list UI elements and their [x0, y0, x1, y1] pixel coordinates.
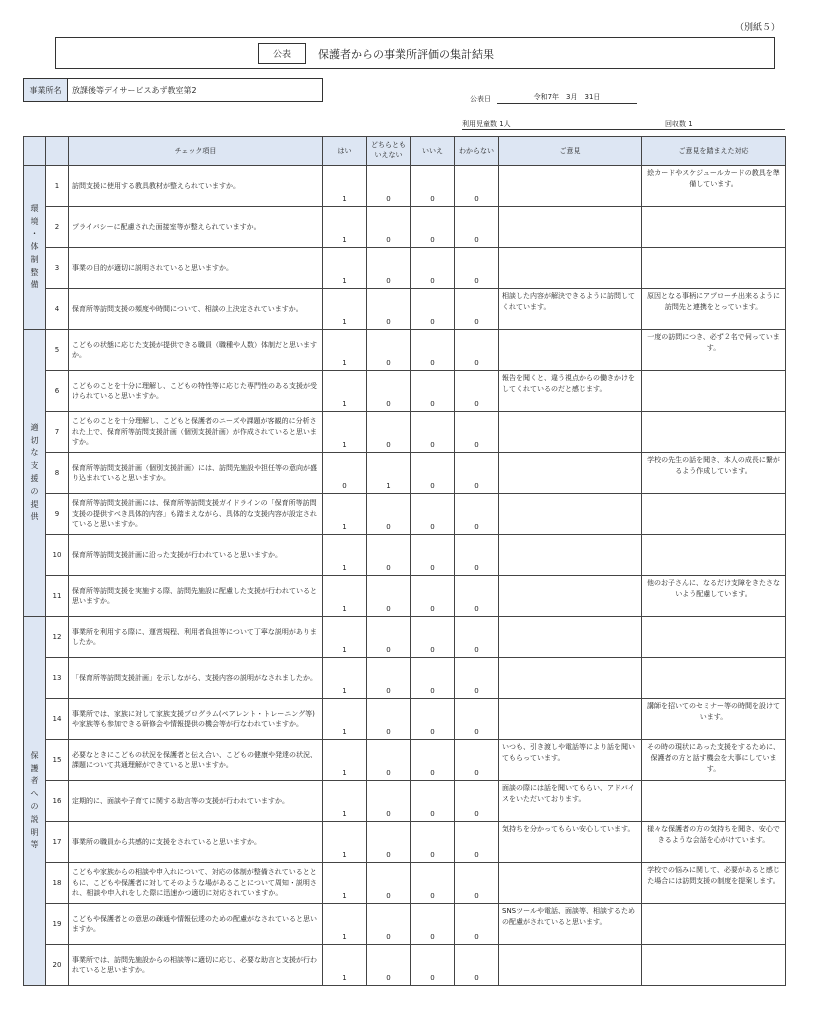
item-number: 16 — [46, 781, 69, 822]
count-neither: 0 — [367, 494, 411, 535]
response-text — [642, 658, 786, 699]
count-unknown: 0 — [455, 576, 499, 617]
item-number: 14 — [46, 699, 69, 740]
item-number: 17 — [46, 822, 69, 863]
response-text — [642, 412, 786, 453]
count-yes: 1 — [323, 330, 367, 371]
count-unknown: 0 — [455, 945, 499, 986]
table-row — [24, 166, 786, 207]
response-text: その時の現状にあった支援をするために、保護者の方と話す機会を大事にしています。 — [642, 740, 786, 781]
item-number: 7 — [46, 412, 69, 453]
count-yes: 1 — [323, 248, 367, 289]
item-number: 10 — [46, 535, 69, 576]
table-header-row — [24, 137, 786, 166]
check-item: 訪問支援に使用する教具教材が整えられていますか。 — [69, 166, 323, 207]
response-text: 絵カードやスケジュールカードの教具を準備しています。 — [642, 166, 786, 207]
count-yes: 1 — [323, 781, 367, 822]
publish-date-value: 令和7年 3月 31日 — [497, 92, 637, 104]
count-no: 0 — [411, 371, 455, 412]
count-no: 0 — [411, 822, 455, 863]
count-neither: 0 — [367, 699, 411, 740]
count-unknown: 0 — [455, 740, 499, 781]
count-unknown: 0 — [455, 658, 499, 699]
header-number — [46, 137, 69, 166]
opinion-text — [499, 576, 642, 617]
item-number: 6 — [46, 371, 69, 412]
count-yes: 1 — [323, 412, 367, 453]
count-neither: 0 — [367, 166, 411, 207]
check-item: 保育所等訪問支援を実施する際、訪問先施設に配慮した支援が行われていると思いますか。 — [69, 576, 323, 617]
response-text: 学校の先生の話を聞き、本人の成長に繋がるよう作成しています。 — [642, 453, 786, 494]
response-text — [642, 371, 786, 412]
response-text — [642, 248, 786, 289]
check-item: 「保育所等訪問支援計画」を示しながら、支援内容の説明がなされましたか。 — [69, 658, 323, 699]
item-number: 13 — [46, 658, 69, 699]
count-no: 0 — [411, 412, 455, 453]
count-yes: 1 — [323, 576, 367, 617]
response-text — [642, 617, 786, 658]
table-row — [24, 781, 786, 822]
table-row — [24, 945, 786, 986]
count-yes: 1 — [323, 904, 367, 945]
count-neither: 0 — [367, 658, 411, 699]
header-neither: どちらとも いえない — [367, 137, 411, 166]
count-unknown: 0 — [455, 207, 499, 248]
table-row — [24, 576, 786, 617]
check-item: 定期的に、面談や子育てに関する助言等の支援が行われていますか。 — [69, 781, 323, 822]
count-yes: 1 — [323, 289, 367, 330]
count-yes: 1 — [323, 740, 367, 781]
table-row — [24, 289, 786, 330]
item-number: 18 — [46, 863, 69, 904]
count-unknown: 0 — [455, 166, 499, 207]
table-row — [24, 412, 786, 453]
table-row — [24, 658, 786, 699]
count-yes: 1 — [323, 617, 367, 658]
office-name: 放課後等デイサービスあず教室第2 — [72, 85, 197, 95]
annex-label: （別紙５） — [734, 23, 780, 33]
count-unknown: 0 — [455, 535, 499, 576]
count-no: 0 — [411, 658, 455, 699]
opinion-text — [499, 330, 642, 371]
publish-badge: 公表 — [258, 43, 306, 64]
category-label: 環 境 ・ 体 制 整 備 — [24, 166, 46, 330]
count-no: 0 — [411, 494, 455, 535]
count-unknown: 0 — [455, 617, 499, 658]
item-number: 9 — [46, 494, 69, 535]
header-yes: はい — [323, 137, 367, 166]
count-neither: 0 — [367, 248, 411, 289]
count-no: 0 — [411, 863, 455, 904]
check-item: 事業所では、家族に対して家族支援プログラム(ペアレント・トレーニング等)や家族等も参加できる研修会や情報提供の機会等が行なわれていますか。 — [69, 699, 323, 740]
check-item: 事業所の職員から共感的に支援をされていると思いますか。 — [69, 822, 323, 863]
count-yes: 1 — [323, 207, 367, 248]
item-number: 19 — [46, 904, 69, 945]
count-neither: 0 — [367, 289, 411, 330]
count-no: 0 — [411, 617, 455, 658]
count-unknown: 0 — [455, 494, 499, 535]
response-text: 学校での悩みに関して、必要があると感じた場合には訪問支援の制度を提案します。 — [642, 863, 786, 904]
table-row — [24, 822, 786, 863]
check-item: こどもの状態に応じた支援が提供できる職員（職種や人数）体制だと思いますか。 — [69, 330, 323, 371]
item-number: 2 — [46, 207, 69, 248]
count-neither: 0 — [367, 576, 411, 617]
count-neither: 0 — [367, 945, 411, 986]
count-neither: 0 — [367, 330, 411, 371]
check-item: 必要なときにこどもの状況を保護者と伝え合い、こどもの健康や発達の状況、課題について共通理解ができていると思いますか。 — [69, 740, 323, 781]
check-item: 事業所では、訪問先施設からの相談等に適切に応じ、必要な助言と支援が行われていると思いますか。 — [69, 945, 323, 986]
publish-date — [470, 92, 637, 104]
opinion-text — [499, 453, 642, 494]
count-no: 0 — [411, 576, 455, 617]
check-item: こどもや家族からの相談や申入れについて、対応の体制が整備されているとともに、こどもや保護者に対してそのような場があることについて周知・説明され、相談や申入れをした際に迅速かつ適切に対応されていますか。 — [69, 863, 323, 904]
count-unknown: 0 — [455, 904, 499, 945]
item-number: 12 — [46, 617, 69, 658]
header-no: いいえ — [411, 137, 455, 166]
check-item: 保育所等訪問支援計画（個別支援計画）には、訪問先施設や担任等の意向が盛り込まれていると思いますか。 — [69, 453, 323, 494]
count-neither: 0 — [367, 412, 411, 453]
count-yes: 1 — [323, 822, 367, 863]
count-yes: 0 — [323, 453, 367, 494]
item-number: 20 — [46, 945, 69, 986]
count-yes: 1 — [323, 535, 367, 576]
opinion-text — [499, 207, 642, 248]
check-item: 保育所等訪問支援計画に沿った支援が行われていると思いますか。 — [69, 535, 323, 576]
count-yes: 1 — [323, 658, 367, 699]
response-text — [642, 945, 786, 986]
count-neither: 0 — [367, 207, 411, 248]
header-item: チェック項目 — [69, 137, 323, 166]
table-row — [24, 699, 786, 740]
count-no: 0 — [411, 740, 455, 781]
count-no: 0 — [411, 904, 455, 945]
count-no: 0 — [411, 699, 455, 740]
count-no: 0 — [411, 453, 455, 494]
title-area — [258, 43, 494, 64]
count-neither: 0 — [367, 740, 411, 781]
opinion-text — [499, 535, 642, 576]
response-text — [642, 494, 786, 535]
opinion-text: 気持ちを分かってもらい安心しています。 — [499, 822, 642, 863]
count-no: 0 — [411, 166, 455, 207]
count-unknown: 0 — [455, 453, 499, 494]
table-row — [24, 535, 786, 576]
check-item: こどものことを十分理解し、こどもと保護者のニーズや課題が客観的に分析された上で、保育所等訪問支援計画（個別支援計画）が作成されていると思いますか。 — [69, 412, 323, 453]
count-unknown: 0 — [455, 412, 499, 453]
publish-date-label: 公表日 — [470, 95, 491, 103]
count-no: 0 — [411, 330, 455, 371]
opinion-text: いつも、引き渡しや電話等により話を聞いてもらっています。 — [499, 740, 642, 781]
table-row — [24, 330, 786, 371]
category-label: 適 切 な 支 援 の 提 供 — [24, 330, 46, 617]
count-yes: 1 — [323, 166, 367, 207]
check-item: 事業所を利用する際に、運営規程、利用者負担等について丁寧な説明がありましたか。 — [69, 617, 323, 658]
response-text — [642, 781, 786, 822]
count-no: 0 — [411, 535, 455, 576]
office-label: 事業所名 — [24, 79, 68, 101]
evaluation-table — [23, 136, 786, 986]
count-no: 0 — [411, 289, 455, 330]
table-row — [24, 740, 786, 781]
count-neither: 0 — [367, 617, 411, 658]
table-row — [24, 207, 786, 248]
count-unknown: 0 — [455, 822, 499, 863]
check-item: プライバシーに配慮された面接室等が整えられていますか。 — [69, 207, 323, 248]
table-row — [24, 494, 786, 535]
count-unknown: 0 — [455, 863, 499, 904]
count-neither: 0 — [367, 863, 411, 904]
item-number: 8 — [46, 453, 69, 494]
response-text — [642, 535, 786, 576]
check-item: 事業の目的が適切に説明されていると思いますか。 — [69, 248, 323, 289]
opinion-text — [499, 248, 642, 289]
item-number: 11 — [46, 576, 69, 617]
page-title: 保護者からの事業所評価の集計結果 — [318, 47, 495, 61]
response-text: 他のお子さんに、なるだけ支障をきたさないよう配慮しています。 — [642, 576, 786, 617]
opinion-text: 報告を聞くと、違う視点からの働きかけをしてくれているのだと感じます。 — [499, 371, 642, 412]
user-count: 利用児童数 1人 — [462, 120, 511, 128]
count-unknown: 0 — [455, 781, 499, 822]
count-no: 0 — [411, 781, 455, 822]
table-row — [24, 863, 786, 904]
counts-line — [462, 119, 785, 130]
count-neither: 0 — [367, 371, 411, 412]
response-count: 回収数 1 — [665, 120, 693, 128]
item-number: 1 — [46, 166, 69, 207]
count-no: 0 — [411, 248, 455, 289]
count-no: 0 — [411, 207, 455, 248]
count-yes: 1 — [323, 945, 367, 986]
opinion-text — [499, 166, 642, 207]
count-neither: 0 — [367, 904, 411, 945]
opinion-text: 面談の際には話を聞いてもらい、アドバイスをいただいております。 — [499, 781, 642, 822]
opinion-text — [499, 699, 642, 740]
response-text: 講師を招いてのセミナー等の時間を設けています。 — [642, 699, 786, 740]
count-yes: 1 — [323, 494, 367, 535]
response-text: 一度の訪問につき、必ず２名で伺っています。 — [642, 330, 786, 371]
response-text — [642, 904, 786, 945]
check-item: 保育所等訪問支援計画には、保育所等訪問支援ガイドラインの「保育所等訪問支援の提供すべき具体的内容」も踏まえながら、具体的な支援内容が設定されていると思いますか。 — [69, 494, 323, 535]
opinion-text: 相談した内容が解決できるように訪問してくれています。 — [499, 289, 642, 330]
table-row — [24, 453, 786, 494]
count-unknown: 0 — [455, 330, 499, 371]
item-number: 4 — [46, 289, 69, 330]
item-number: 15 — [46, 740, 69, 781]
category-label: 保 護 者 へ の 説 明 等 — [24, 617, 46, 986]
table-row — [24, 617, 786, 658]
count-neither: 0 — [367, 781, 411, 822]
count-yes: 1 — [323, 699, 367, 740]
count-neither: 0 — [367, 822, 411, 863]
opinion-text — [499, 945, 642, 986]
count-no: 0 — [411, 945, 455, 986]
header-response: ご意見を踏まえた対応 — [642, 137, 786, 166]
count-unknown: 0 — [455, 289, 499, 330]
header-unknown: わからない — [455, 137, 499, 166]
count-unknown: 0 — [455, 699, 499, 740]
opinion-text — [499, 412, 642, 453]
count-neither: 1 — [367, 453, 411, 494]
check-item: 保育所等訪問支援の頻度や時間について、相談の上決定されていますか。 — [69, 289, 323, 330]
item-number: 3 — [46, 248, 69, 289]
opinion-text — [499, 863, 642, 904]
count-unknown: 0 — [455, 248, 499, 289]
count-neither: 0 — [367, 535, 411, 576]
check-item: こどもや保護者との意思の疎通や情報伝達のための配慮がなされていると思いますか。 — [69, 904, 323, 945]
response-text: 様々な保護者の方の気持ちを聞き、安心できるような会話を心がけています。 — [642, 822, 786, 863]
table-row — [24, 248, 786, 289]
table-row — [24, 371, 786, 412]
table-row — [24, 904, 786, 945]
opinion-text — [499, 494, 642, 535]
check-item: こどものことを十分に理解し、こどもの特性等に応じた専門性のある支援が受けられていると思いますか。 — [69, 371, 323, 412]
opinion-text: SNSツールや電話、面談等、相談するための配慮がされていると思います。 — [499, 904, 642, 945]
opinion-text — [499, 658, 642, 699]
header-opinion: ご意見 — [499, 137, 642, 166]
count-yes: 1 — [323, 371, 367, 412]
count-yes: 1 — [323, 863, 367, 904]
header-category — [24, 137, 46, 166]
count-unknown: 0 — [455, 371, 499, 412]
item-number: 5 — [46, 330, 69, 371]
office-field — [23, 78, 323, 102]
opinion-text — [499, 617, 642, 658]
response-text — [642, 207, 786, 248]
response-text: 原因となる事柄にアプローチ出来るように訪問先と連携をとっています。 — [642, 289, 786, 330]
